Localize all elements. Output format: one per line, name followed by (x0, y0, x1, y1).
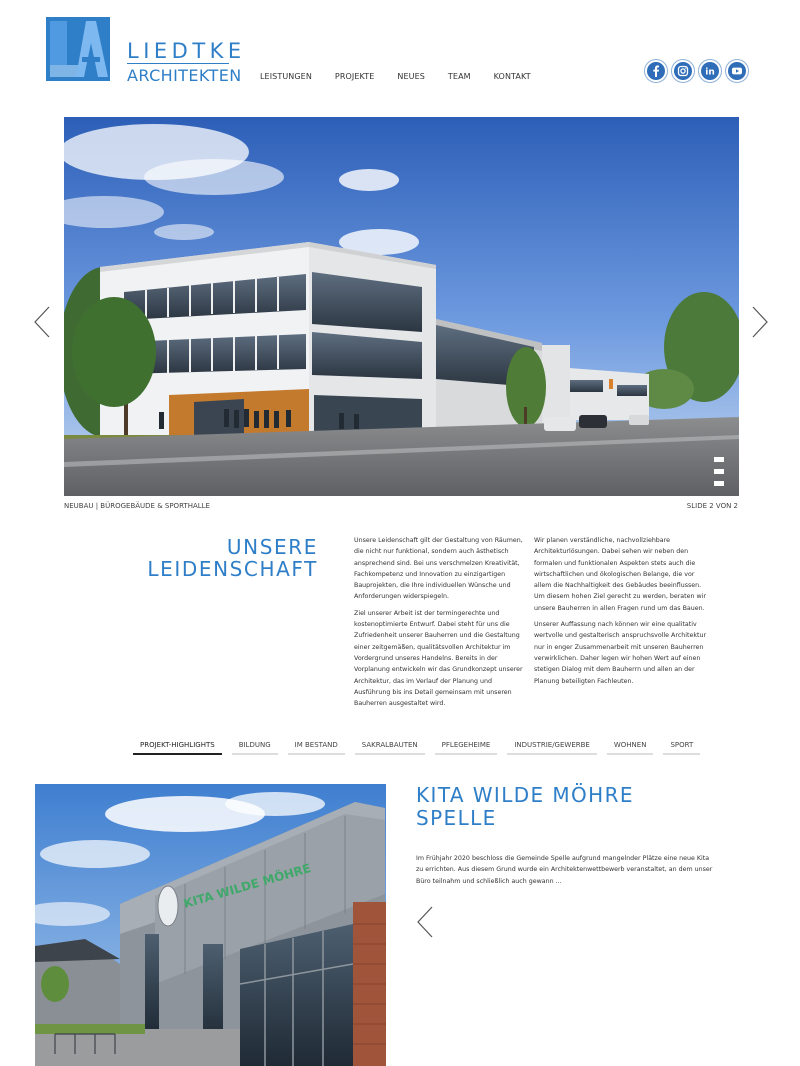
project-title-line1: KITA WILDE MÖHRE (416, 783, 634, 807)
kita-sign-text: KITA WILDE MÖHRE (181, 861, 313, 911)
project-prev-button[interactable] (416, 905, 434, 939)
social-links (644, 59, 752, 83)
slide-counter: SLIDE 2 VON 2 (686, 502, 738, 510)
nav-item-neues[interactable]: NEUES (397, 72, 425, 81)
youtube-icon[interactable] (725, 59, 749, 83)
instagram-icon[interactable] (671, 59, 695, 83)
intro-column-right (534, 535, 707, 692)
project-description: Im Frühjahr 2020 beschloss die Gemeinde Spelle aufgrund mangelnder Plätze eine neue Kita zu errichten. Aus diesem Grund wurde ein Architektenwettbewerb veranstaltet, an dem unser Büro teilnahm und schließlich auch gewann ... (416, 855, 713, 885)
intro-paragraph: Unsere Leidenschaft gilt der Gestaltung von Räumen, die nicht nur funktional, sondern auch ästhetisch ansprechend sind. Bei uns verschmelzen Kreativität, Fachkompetenz und Innovation zu einzigartigen Bauprojekten, die Ihre individuellen Wünsche und Anforderungen widerspiegeln. (354, 537, 523, 601)
slider-prev-button[interactable] (33, 305, 51, 339)
nav-item-team[interactable]: TEAM (447, 72, 471, 81)
facebook-icon[interactable] (644, 59, 668, 83)
tab-pflegeheime[interactable]: PFLEGEHEIME (435, 741, 498, 755)
tab-sakralbauten[interactable]: SAKRALBAUTEN (355, 741, 425, 755)
intro-column-left (354, 535, 527, 714)
chevron-right-icon (751, 305, 769, 339)
slider-next-button[interactable] (751, 305, 769, 339)
chevron-left-icon (416, 905, 434, 939)
linkedin-icon[interactable] (698, 59, 722, 83)
intro-heading-line2: LEIDENSCHAFT (147, 557, 318, 581)
project-title-line2: SPELLE (416, 806, 497, 830)
brand-name-bottom: ARCHITEKTEN (127, 66, 242, 85)
brand-divider (127, 63, 229, 64)
linkedin-icon-text: in (705, 67, 715, 78)
intro-paragraph: Ziel unserer Arbeit ist der termingerechte und kostenoptimierte Entwurf. Dabei steht für uns die Zufriedenheit unserer Bauherren und die Gestaltung einer zeitgemäßen, qualitätsvollen Architektur im Vordergrund unseres Handelns. Bereits in der Vorplanung entwickeln wir das Grundkonzept unserer Architektur, das im Verlauf der Planung und Ausführung bis ins Detail gemeinsam mit unseren Bauherren ausgestaltet wird. (354, 609, 523, 708)
project-category-tabs (133, 741, 710, 755)
tab-industrie-gewerbe[interactable]: INDUSTRIE/GEWERBE (507, 741, 597, 755)
tab-wohnen[interactable]: WOHNEN (607, 741, 654, 755)
brand-name-top: LIEDTKE (127, 39, 246, 63)
tab-sport[interactable]: SPORT (663, 741, 700, 755)
brand-wordmark[interactable] (127, 40, 246, 85)
intro-paragraph: Unserer Auffassung nach können wir eine qualitativ wertvolle und gestalterisch anspruchsvolle Architektur nur in enger Zusammenarbeit mit unseren Bauherren verwirklichen. Daher legen wir hohen Wert auf einen stetigen Dialog mit dem Bauherrn und allen an der Planung beteiligten Fachleuten. (534, 621, 707, 685)
project-title[interactable] (416, 784, 746, 830)
nav-item-kontakt[interactable]: KONTAKT (493, 72, 531, 81)
tab-projekt-highlights[interactable]: PROJEKT-HIGHLIGHTS (133, 741, 222, 755)
project-image[interactable] (35, 784, 386, 1066)
nav-item-projekte[interactable]: PROJEKTE (334, 72, 375, 81)
slide-caption: NEUBAU | BÜROGEBÄUDE & SPORTHALLE (64, 502, 210, 510)
tab-im-bestand[interactable]: IM BESTAND (288, 741, 345, 755)
nav-item-leistungen[interactable]: LEISTUNGEN (260, 72, 312, 81)
intro-paragraph: Wir planen verständliche, nachvollziehbare Architekturlösungen. Dabei sehen wir neben den formalen und funktionalen Aspekten stets auch die wirtschaftlichen und ökologischen Belange, die vor allem die Nachhaltigkeit des Gebäudes beeinflussen. Um diesem hohen Ziel gerecht zu werden, beraten wir unsere Bauherren in allen Fragen rund um das Bauen. (534, 537, 706, 612)
intro-heading (130, 536, 318, 580)
hero-slide-image[interactable] (64, 117, 739, 496)
chevron-left-icon (33, 305, 51, 339)
main-nav (260, 72, 554, 81)
intro-heading-line1: UNSERE (226, 535, 318, 559)
la-logo-icon[interactable] (46, 17, 110, 81)
tab-bildung[interactable]: BILDUNG (232, 741, 278, 755)
